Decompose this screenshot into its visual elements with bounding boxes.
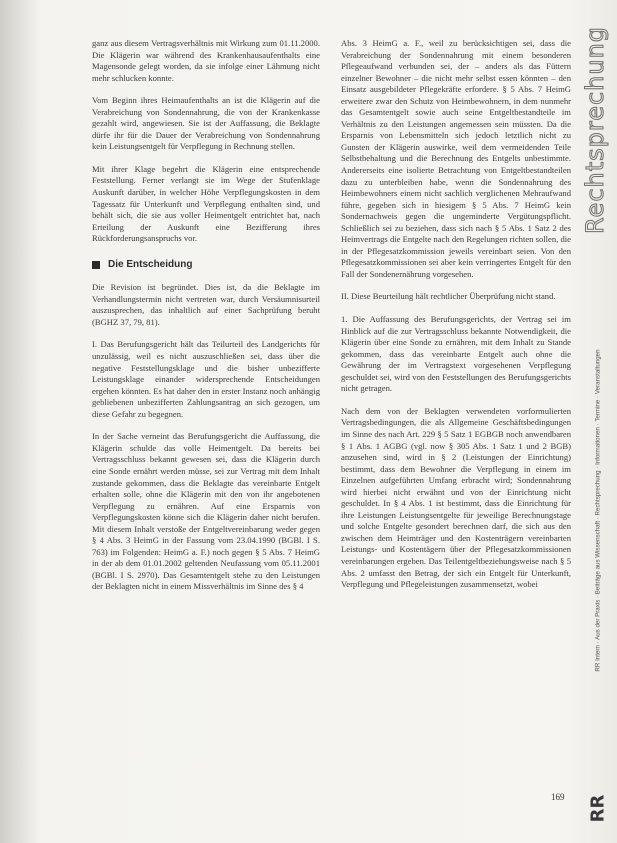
paragraph: Die Revision ist begründet. Dies ist, da die Beklagte im Verhandlungstermin nicht vertreten war, durch Versäumnisurteil auszusprechen, das inhaltlich auf einer Sachprüfung beruht (BGHZ 37, 79, 81). [92, 282, 320, 327]
paragraph: I. Das Berufungsgericht hält das Teilurteil des Landgerichts für unzulässig, weil es nicht auszuschließen sei, dass über die negative Feststellungsklage und die bisher unbezifferte Leistungsklage einander widersprechende Entscheidungen ergehen könnten. Es hat daher den in erster Instanz noch anhängig gebliebenen unbezifferten Zahlungsantrag an sich gezogen, um diese Gefahr zu begegnen. [92, 339, 320, 419]
square-bullet-icon [92, 261, 100, 269]
left-column [92, 38, 320, 604]
margin-running-line [593, 230, 603, 790]
margin-running-line-text: RR Intern · Aus der Praxis · Beiträge aus Wissenschaft · Rechtsprechung · Informationen · Termine · Veranstaltungen [594, 348, 602, 672]
paragraph: Abs. 3 HeimG a. F., weil zu berücksichtigen sei, dass die Verabreichung der Sondennahrung mit einem besonderen Pflegeaufwand verbunden sei, der – anders als das Füttern einzelner Bewohner – die nicht mehr selbst essen könnten – den Einsatz ausgebildeter Pflegekräfte erfordere. § 5 Abs. 7 HeimG erweitere zwar den Schutz von Heimbewohnern, in dem nunmehr das Gesamtentgelt sowie auch seine Entgeltbestandteile im Verhältnis zu den Leistungen angemessen sein müssten. Da die Ersparnis von Lebensmitteln sich jedoch letztlich nicht zu Gunsten der Klägerin auswirke, weil dem vermeidenden Teile Selbstbehaltung und die Berechnung des Entgelts unbestimmte. Andererseits eine isolierte Betrachtung von Entgeltbestandteilen dazu zu unterbleiben habe, wenn die Sondennahrung des Heimbewohners einem nicht sachlich verglichenen Mehraufwand führe, gegeben sich in hiesigem § 5 Abs. 7 HeimG kein Sondernachweis gegen die ungeminderte Vergütungspflicht. Schließlich sei zu beziehen, dass sich nach § 5 Abs. 1 Satz 2 des Heimvertrags die Entgelte nach den Regelungen richten sollen, die in der Pflegesatzkommission jeweils vereinbart seien. Von den Pflegesatzkommissionen sei aber kein verringertes Entgelt für den Fall der Sondenernährung vorgesehen. [341, 38, 571, 279]
publication-logo: RR [587, 794, 609, 823]
paragraph: In der Sache verneint das Berufungsgericht die Auffassung, die Klägerin schulde das volle Heimentgelt. Da bereits bei Vertragsschluss bekannt gewesen sei, dass die Klägerin durch eine Sonde ernährt werden müsse, sei zur Vertrag mit dem Inhalt zustande gekommen, dass die Beklagte das vereinbarte Entgelt erhalten solle, ohne die Klägerin mit den von ihr angebotenen Verpflegung zu ernähren. Auf eine Ersparnis von Verpflegungskosten könne sich die Klägerin daher nicht berufen. Mit diesem Inhalt verstoße der Entgeltvereinbarung weder gegen § 4 Abs. 3 HeimG in der Fassung vom 23.04.1990 (BGBl. I S. 763) im Folgenden: HeimG a. F.) noch gegen § 5 Abs. 7 HeimG in der ab dem 01.01.2002 geltenden Neufassung vom 05.11.2001 (BGBl. I S. 2970). Das Gesamtentgelt stehe zu den Leistungen der Beklagten nicht in einem Missverhältnis im Sinne des § 4 [92, 431, 320, 592]
section-wordmark [575, 25, 615, 235]
right-column [341, 38, 571, 602]
section-wordmark-text: Rechtsprechung [581, 25, 609, 235]
paragraph: ganz aus diesem Vertragsverhältnis mit Wirkung zum 01.11.2000. Die Klägerin war während des Krankenhausaufenthalts eine Magensonde gelegt worden, da sie infolge einer Lähmung nicht mehr schlucken konnte. [92, 38, 320, 83]
paragraph: 1. Die Auffassung des Berufungsgerichts, der Vertrag sei im Hinblick auf die zur Vertragsschluss bekannte Notwendigkeit, die Klägerin über eine Sonde zu ernähren, mit dem Inhalt zu Stande gekommen, dass das vereinbarte Entgelt auch ohne die Gewährung der im Vertragstext vorgesehenen Verpflegung geschuldet sei, wird von den Feststellungen des Berufungsgerichts nicht getragen. [341, 314, 571, 394]
page-number: 169 [551, 792, 565, 802]
paragraph: Vom Beginn ihres Heimaufenthalts an ist die Klägerin auf die Verabreichung von Sondennahrung, die von der Krankenkasse gezahlt wird, angewiesen. Sie ist der Auffassung, die Beklagte dürfe ihr für die Dauer der Verabreichung von Sondennahrung kein Leistungsentgelt für Verpflegung in Rechnung stellen. [92, 95, 320, 152]
paragraph: Nach dem von der Beklagten verwendeten vorformulierten Vertragsbedingungen, die als Allgemeine Geschäftsbedingungen im Sinne des nach Art. 229 § 5 Satz 1 EGBGB noch anwendbaren § 1 Abs. 1 AGBG (vgl. now § 305 Abs. 1 Satz 1 und 2 BGB) anzusehen sind, wird in § 2 (Leistungen der Einrichtung) bestimmt, dass dem Bewohner die Verpflegung in einem im Einzelnen aufgeführten Umfang erbracht wird; Sondennahrung wird hierbei nicht erwähnt und von der Einrichtung nicht geschuldet. In § 4 Abs. 1 ist bestimmt, dass die Einrichtung für ihre Leistungen Leistungsentgelte für jeweilige Berechnungstage und solche Entgelte gesondert berechnen darf, die sich aus den zwischen dem Heimträger und den Kostenträgern vereinbarten Leistungs- und Kostentägern über der Pflegesatzkommissionen vereinbarungen ergeben. Das Teilentgeltbeziehungsweise nach § 5 Abs. 2 umfasst den Betrag, der sich ein Entgelt für Unterkunft, Verpflegung und Pflegeleistungen zusammensetzt, wobei [341, 405, 571, 590]
paragraph: II. Diese Beurteilung hält rechtlicher Überprüfung nicht stand. [341, 291, 556, 302]
section-heading [92, 259, 320, 271]
paragraph: Mit ihrer Klage begehrt die Klägerin eine entsprechende Feststellung. Ferner verlangt sie im Wege der Stufenklage Auskunft darüber, in welcher Höhe Verpflegungskosten in dem Tagessatz für Unterkunft und Verpflegung enthalten sind, und behält sich, die sie aus voller Heimentgelt entrichtet hat, nach Erteilung der Auskunft eine Bezifferung ihres Rückforderungsanspruchs vor. [92, 163, 320, 244]
section-heading-text: Die Entscheidung [108, 258, 193, 270]
